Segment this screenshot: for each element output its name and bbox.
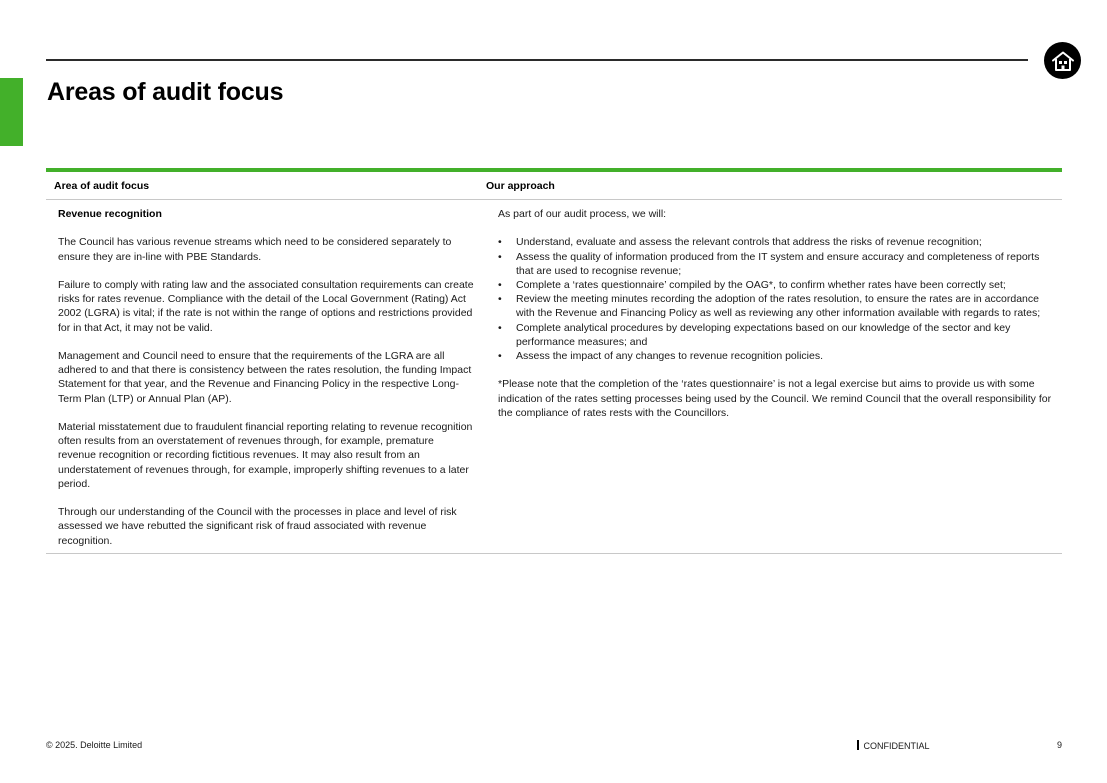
bullet-icon: • xyxy=(498,250,502,263)
list-item xyxy=(498,321,1054,349)
header-rule xyxy=(46,59,1028,61)
home-icon xyxy=(1051,50,1075,72)
area-cell xyxy=(46,207,486,548)
area-title: Revenue recognition xyxy=(58,208,162,220)
page-number: 9 xyxy=(1056,740,1062,750)
list-item-text: Assess the impact of any changes to revenue recognition policies. xyxy=(516,350,824,363)
section-marker xyxy=(0,78,23,146)
bullet-icon: • xyxy=(498,350,502,363)
area-paragraph: The Council has various revenue streams which need to be considered separately to ensure they are in-line with PBE Standards. xyxy=(58,236,452,263)
confidential-label xyxy=(857,740,930,751)
approach-list xyxy=(498,235,1054,363)
list-item xyxy=(498,250,1054,278)
approach-note: *Please note that the completion of the ‘rates questionnaire’ is not a legal exercise but aims to provide us with some indication of the rates setting processes being used by the Council. We remind Council that the overall responsibility for the compliance of rates rests with the Councillors. xyxy=(498,378,1052,419)
list-item-text: Complete analytical procedures by developing expectations based on our knowledge of the sector and key performance measures; and xyxy=(516,321,1011,348)
list-item-text: Assess the quality of information produced from the IT system and ensure accuracy and completeness of reports that are used to recognise revenue; xyxy=(516,250,1040,277)
divider xyxy=(857,740,859,750)
list-item-text: Understand, evaluate and assess the relevant controls that address the risks of revenue recognition; xyxy=(516,236,982,249)
approach-intro: As part of our audit process, we will: xyxy=(498,208,667,220)
page-title: Areas of audit focus xyxy=(47,78,284,106)
audit-focus-table xyxy=(46,168,1062,554)
bullet-icon: • xyxy=(498,321,502,334)
bullet-icon: • xyxy=(498,279,502,291)
area-paragraph: Material misstatement due to fraudulent financial reporting relating to revenue recognition often results from an overstatement of revenues through, for example, premature revenue recognition or recording fictitious revenues. It may also result from an understatement of revenues through, for example, improperly shifting revenues to a later period. xyxy=(58,420,473,490)
area-paragraph: Management and Council need to ensure that the requirements of the LGRA are all adhered to and that there is consistency between the rates resolution, the funding Impact Statement for that year, and the Revenue and Financing Policy in the respective Long-Term Plan (LTP) or Annual Plan (AP). xyxy=(58,349,472,405)
list-item xyxy=(498,292,1054,320)
list-item-text: Complete a ‘rates questionnaire’ compiled by the OAG*, to confirm whether rates have been correctly set; xyxy=(516,279,1006,291)
bullet-icon: • xyxy=(498,236,502,249)
list-item xyxy=(498,278,1054,292)
table-header-row xyxy=(46,172,1062,200)
list-item xyxy=(498,349,1054,363)
home-button[interactable] xyxy=(1044,42,1081,79)
approach-cell xyxy=(486,207,1062,548)
footer xyxy=(46,740,1062,754)
bullet-icon: • xyxy=(498,293,502,306)
column-header-approach: Our approach xyxy=(486,179,555,192)
column-header-area: Area of audit focus xyxy=(54,179,150,192)
confidential-text: CONFIDENTIAL xyxy=(863,741,930,751)
copyright: © 2025. Deloitte Limited xyxy=(46,740,143,750)
table-row xyxy=(46,200,1062,554)
area-paragraph: Failure to comply with rating law and the associated consultation requirements can create risks for rates revenue. Compliance with the detail of the Local Government (Rating) Act 2002 (LGRA) is vital; if the rate is not within the range of options and restrictions provided for in that Act, it may not be valid. xyxy=(58,278,474,334)
list-item-text: Review the meeting minutes recording the adoption of the rates resolution, to ensure the rates are in accordance with the Revenue and Financing Policy as well as reviewing any other information available with regards to rates; xyxy=(516,293,1041,320)
area-paragraph: Through our understanding of the Council with the processes in place and level of risk assessed we have rebutted the significant risk of fraud associated with revenue recognition. xyxy=(58,506,457,547)
list-item xyxy=(498,235,1054,249)
